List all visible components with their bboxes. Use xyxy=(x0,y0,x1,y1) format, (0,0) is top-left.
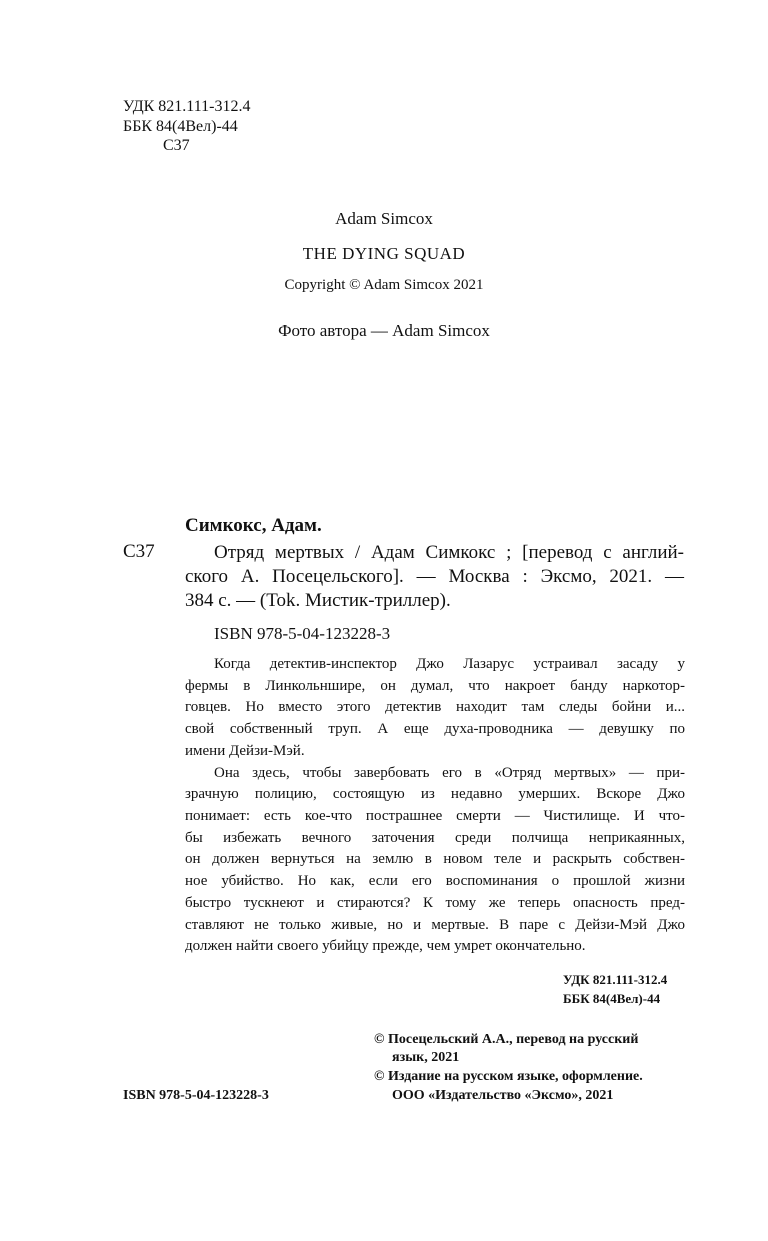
annotation-line: должен найти своего убийцу прежде, чем умрет окончательно. xyxy=(185,938,586,954)
bottom-bbk-code: ББК 84(4Вел)-44 xyxy=(563,991,661,1006)
annotation-line: понимает: есть кое-что пострашнее смерти — Чистилище. И что- xyxy=(185,808,685,824)
catalog-description-line: 384 с. — (Tok. Мистик-триллер). xyxy=(185,590,451,611)
annotation-line: Она здесь, чтобы завербовать его в «Отряд мертвых» — при- xyxy=(214,765,685,781)
annotation-line: говцев. Но вместо этого детектив находит там следы бойни и... xyxy=(185,699,685,715)
copyright-edition: © Издание на русском языке, оформление. xyxy=(374,1069,643,1084)
original-title: THE DYING SQUAD xyxy=(302,244,466,263)
photo-credit: Фото автора — Adam Simcox xyxy=(278,321,490,340)
bottom-udk-code: УДК 821.111-312.4 xyxy=(563,972,668,987)
original-author: Adam Simcox xyxy=(335,209,433,228)
annotation-line: зрачную полицию, состоящую из недавно умерших. Вскоре Джо xyxy=(185,786,685,802)
annotation-line: свой собственный труп. А еще духа-проводника — девушку по xyxy=(185,721,685,737)
catalog-heading: Симкокс, Адам. xyxy=(185,515,322,536)
annotation-line: быстро тускнеют и стираются? К тому же теперь опасность пред- xyxy=(185,895,685,911)
catalog-isbn: ISBN 978-5-04-123228-3 xyxy=(214,624,391,643)
annotation-line: Когда детектив-инспектор Джо Лазарус устраивал засаду у xyxy=(214,656,685,672)
udk-code: УДК 821.111-312.4 xyxy=(123,98,251,115)
original-copyright: Copyright © Adam Simcox 2021 xyxy=(284,277,484,293)
annotation-line: бы избежать вечного заточения среди полчища неприкаянных, xyxy=(185,830,685,846)
annotation-line: фермы в Линкольншире, он думал, что накроет банду наркотор- xyxy=(185,678,685,694)
copyright-translation: © Посецельский А.А., перевод на русский xyxy=(374,1032,639,1047)
annotation-line: он должен вернуться на землю в новом теле и раскрыть собствен- xyxy=(185,851,685,867)
copyright-edition-cont: ООО «Издательство «Эксмо», 2021 xyxy=(392,1088,614,1103)
bbk-code: ББК 84(4Вел)-44 xyxy=(123,118,238,135)
footer-isbn: ISBN 978-5-04-123228-3 xyxy=(123,1088,269,1103)
author-mark: С37 xyxy=(163,137,190,154)
annotation-line: ное убийство. Но как, если его воспоминания о прошлой жизни xyxy=(185,873,685,889)
catalog-description-line: ского А. Посецельского]. — Москва : Эксмо, 2021. — xyxy=(185,566,684,587)
catalog-description-line: Отряд мертвых / Адам Симкокс ; [перевод с англий- xyxy=(214,542,684,563)
annotation-line: ставляют не только живые, но и мертвые. В паре с Дейзи-Мэй Джо xyxy=(185,917,685,933)
catalog-mark: С37 xyxy=(123,541,155,562)
annotation-line: имени Дейзи-Мэй. xyxy=(185,743,305,759)
copyright-translation-cont: язык, 2021 xyxy=(392,1050,460,1065)
